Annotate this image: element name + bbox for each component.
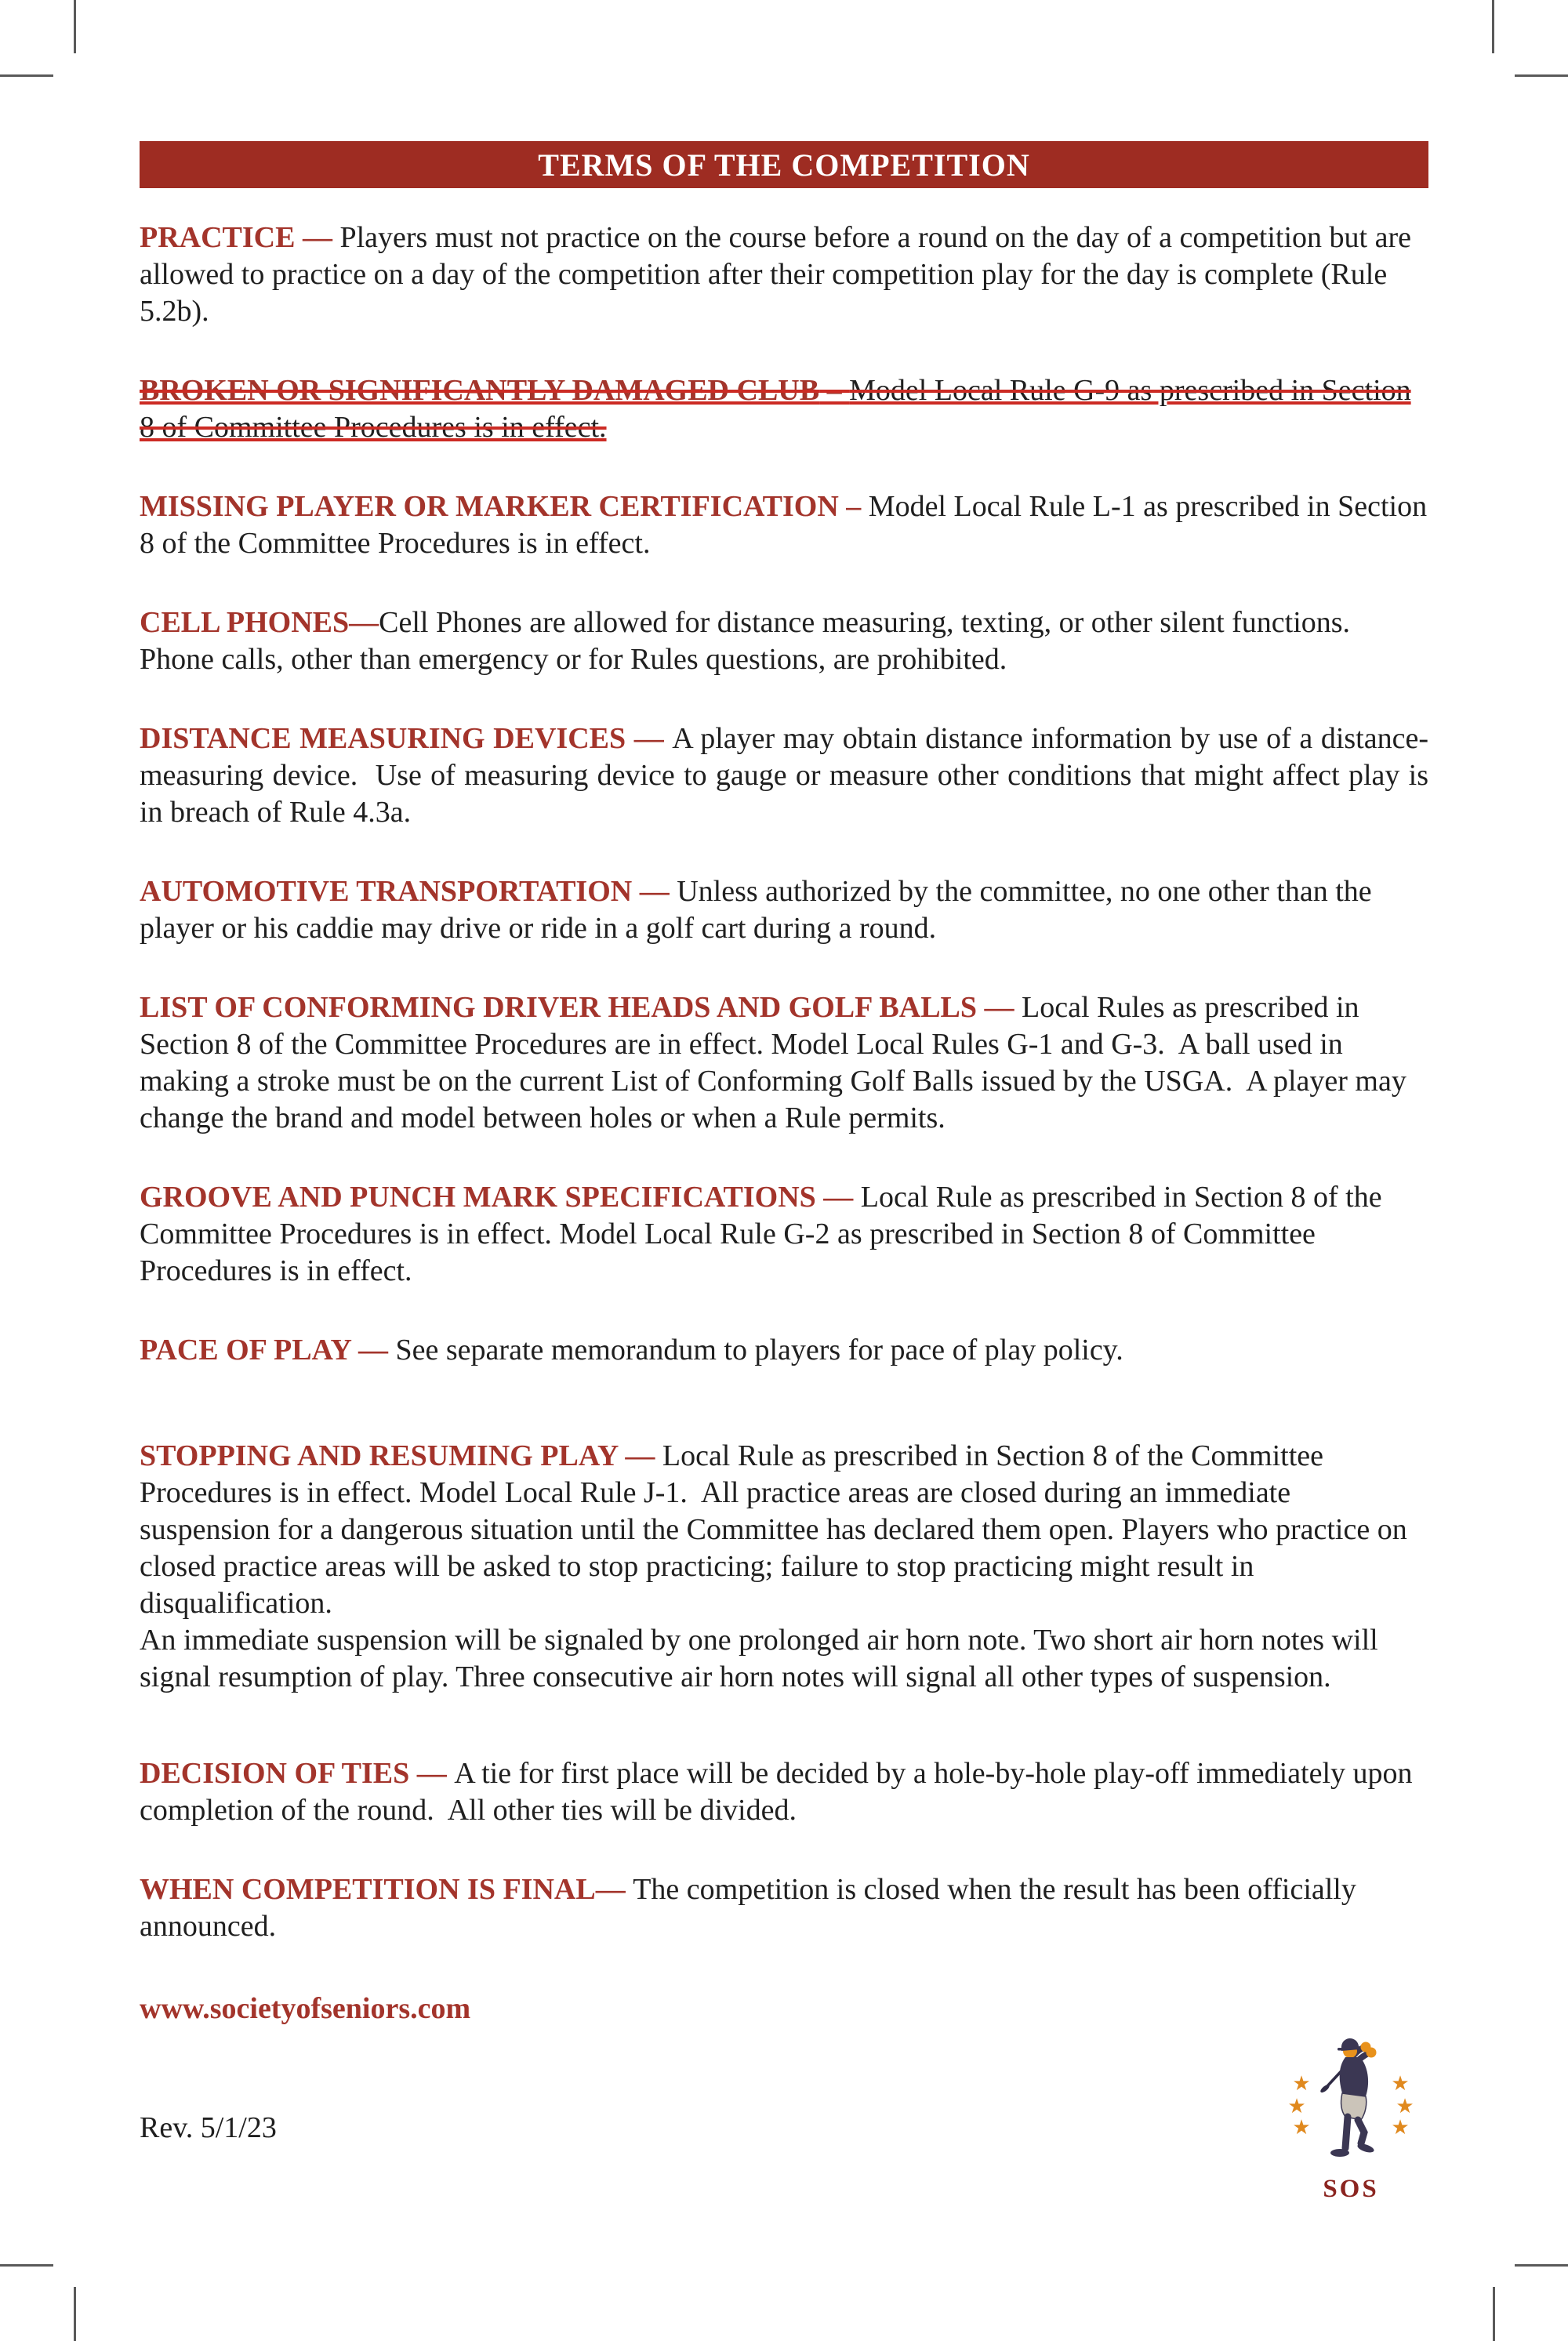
section-body-text: See separate memorandum to players for pace of play policy. [395,1334,1123,1366]
crop-mark [1515,2264,1568,2267]
section-body-text: A tie for first place will be decided by a hole-by-hole play-off immediately upon completion of the round. All other ties will be divided. [140,1757,1413,1827]
section-heading: WHEN COMPETITION IS FINAL [140,1873,596,1906]
revision-date: Rev. 5/1/23 [140,2111,277,2144]
golfer-icon [1319,2037,1385,2172]
section-body-text: Local Rules as prescribed in Section 8 of the Committee Procedures are in effect. Model Local Rules G-1 and G-3. A ball used in making a stroke must be on the current List of Conforming Golf Balls issued by the USGA. A player may change the brand and model between holes or when a Rule permits. [140,991,1406,1134]
crop-mark [1493,2287,1495,2341]
section-dash: — [977,991,1022,1024]
section-heading: MISSING PLAYER OR MARKER CERTIFICATION [140,490,839,523]
section-body-text: Model Local Rule G-9 as prescribed in Section 8 of Committee Procedures is in effect. [140,374,1411,444]
section-dash: — [626,722,673,755]
sos-logo [1276,2037,1425,2205]
sections-list [140,220,1428,1945]
section-body-text: Model Local Rule L-1 as prescribed in Section 8 of the Committee Procedures is in effect. [140,490,1428,560]
star-icon: ★ [1391,2116,1410,2140]
section-heading: CELL PHONES [140,606,350,639]
star-icon: ★ [1391,2072,1410,2096]
section-dash: — [350,1334,396,1366]
section-dash: — [409,1757,455,1790]
section-heading: BROKEN OR SIGNIFICANTLY DAMAGED CLUB [140,374,820,407]
section-dash: – [838,490,869,523]
section-heading: PACE OF PLAY [140,1334,351,1366]
section-decision-of-ties [140,1755,1428,1829]
section-heading: GROOVE AND PUNCH MARK SPECIFICATIONS [140,1181,816,1214]
section-groove-punch-mark [140,1179,1428,1290]
section-dash: – [819,374,850,407]
section-dash: — [632,875,677,908]
crop-mark [74,0,76,53]
section-conforming-driver-heads-golf-balls [140,989,1428,1137]
section-dash: — [349,606,379,639]
section-automotive-transportation [140,873,1428,947]
section-dash: — [815,1181,861,1214]
section-distance-measuring-devices [140,720,1428,831]
section-heading: AUTOMOTIVE TRANSPORTATION [140,875,633,908]
section-body-text: Local Rule as prescribed in Section 8 of the Committee Procedures is in effect. Model Local Rule G-2 as prescribed in Section 8 of Committee Procedures is in effect. [140,1181,1382,1287]
page-title: TERMS OF THE COMPETITION [538,147,1030,183]
section-dash: — [595,1873,633,1906]
section-body-text: Unless authorized by the committee, no one other than the player or his caddie may drive or ride in a golf cart during a round. [140,875,1372,945]
section-pace-of-play [140,1332,1428,1369]
star-icon: ★ [1292,2072,1311,2096]
section-body-text: The competition is closed when the result has been officially announced. [140,1873,1356,1943]
section-stopping-resuming-play [140,1438,1428,1696]
section-heading: DECISION OF TIES [140,1757,410,1790]
section-cell-phones [140,604,1428,678]
star-icon: ★ [1396,2095,1414,2118]
section-heading: STOPPING AND RESUMING PLAY [140,1439,618,1472]
section-body-text: A player may obtain distance information by use of a distance-measuring device. Use of measuring device to gauge or measure other conditions that might affect play is in breach of Rule 4.3a. [140,722,1428,829]
section-heading: PRACTICE [140,221,296,254]
section-body-text: Local Rule as prescribed in Section 8 of the Committee Procedures is in effect. Model Local Rule J-1. All practice areas are closed during an immediate suspension for a dangerous situation until the Committee has declared them open. Players who practice on closed practice areas will be asked to stop practicing; failure to stop practicing might result in disqualification. An immediate suspension will be signaled by one prolonged air horn note. Two short air horn notes will signal resumption of play. Three consecutive air horn notes will signal all other types of suspension. [140,1439,1407,1693]
crop-mark [74,2287,76,2341]
section-heading: LIST OF CONFORMING DRIVER HEADS AND GOLF BALLS [140,991,978,1024]
section-when-competition-final [140,1871,1428,1945]
website-link[interactable]: www.societyofseniors.com [140,1992,471,2025]
crop-mark [0,2264,53,2267]
star-icon: ★ [1292,2116,1311,2140]
section-practice [140,220,1428,330]
section-missing-player-certification [140,488,1428,562]
section-dash: — [617,1439,662,1472]
section-broken-club [140,372,1428,446]
sos-logo-text: SOS [1323,2175,1379,2203]
crop-mark [1515,74,1568,77]
star-icon: ★ [1287,2095,1306,2118]
crop-mark [1492,0,1494,53]
section-heading: DISTANCE MEASURING DEVICES [140,722,626,755]
section-body-text: Cell Phones are allowed for distance measuring, texting, or other silent functions. Phone calls, other than emergency or for Rules questions, are prohibited. [140,606,1358,676]
section-dash: — [295,221,340,254]
terms-content [140,220,1428,2027]
crop-mark [0,74,53,77]
title-banner [140,141,1428,188]
section-body-text: Players must not practice on the course before a round on the day of a competition but are allowed to practice on a day of the competition after their competition play for the day is complete (Rule 5.2b). [140,221,1411,328]
